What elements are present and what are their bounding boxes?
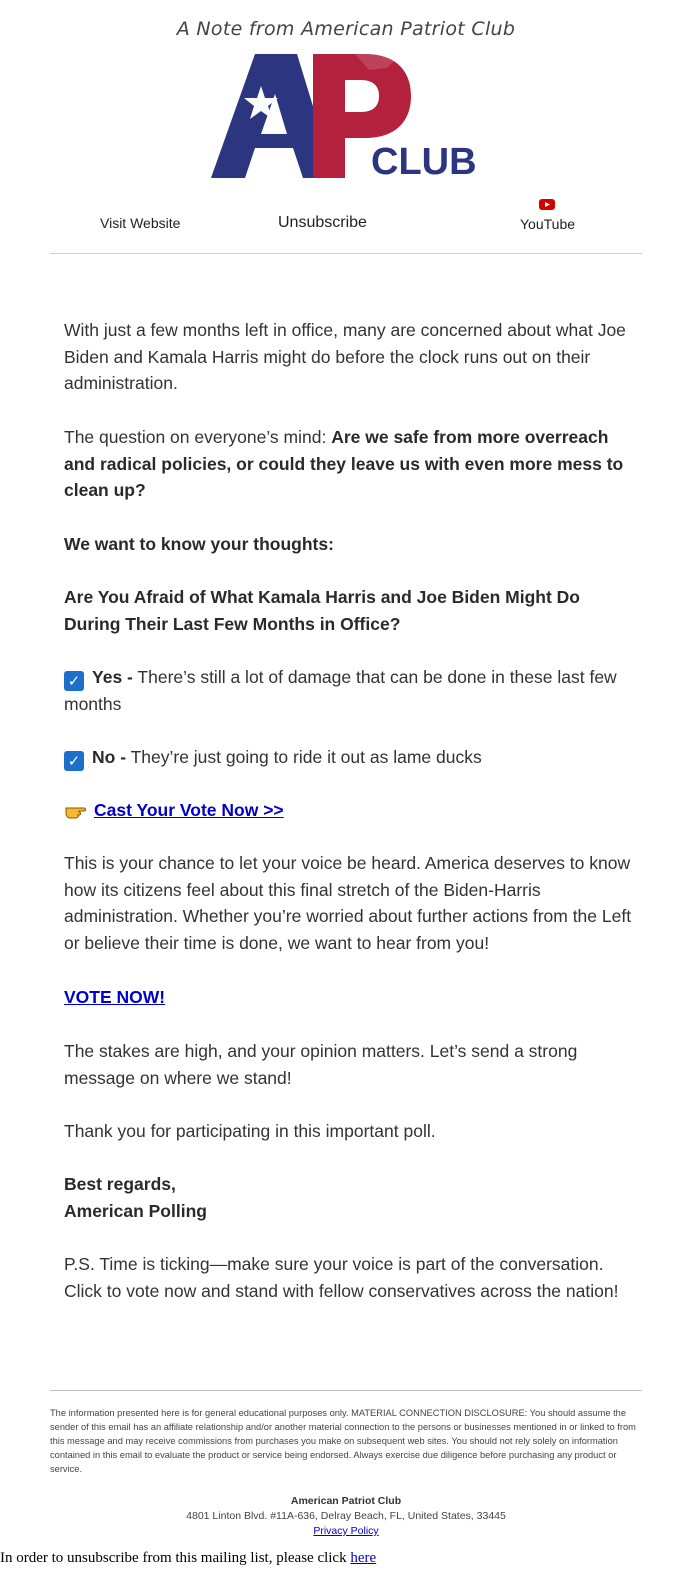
unsubscribe-notice-text: In order to unsubscribe from this mailing list, please click (0, 1550, 351, 1566)
disclaimer-text: The information presented here is for general educational purposes only. MATERIAL CONNECTION DISCLOSURE: You should assume the sender of this email has an affiliate relationship and/or another material connection to the persons or businesses mentioned in or linked to from this message and may receive commissions from purchases you make on subsequent web sites. You should not rely solely on information contained in this email to evaluate the product or service being endorsed. Always exercise due diligence before purchasing any product or service. (50, 1408, 636, 1474)
pointing-hand-icon (64, 800, 88, 820)
header-divider (50, 253, 642, 254)
question-lead: The question on everyone’s mind: (64, 427, 332, 447)
nav-row (50, 196, 642, 240)
signature (64, 1171, 634, 1224)
option-yes-text: There’s still a lot of damage that can be done in these last few months (64, 667, 617, 714)
option-no-text: They’re just going to ride it out as lame ducks (126, 747, 482, 767)
question-bold: Are we safe from more overreach and radical policies, or could they leave us with even more mess to clean up? (64, 427, 624, 501)
vote-now-row (64, 984, 634, 1011)
checkbox-icon: ✓ (64, 671, 84, 691)
ap-club-logo (205, 48, 495, 182)
checkbox-icon: ✓ (64, 751, 84, 771)
privacy-policy-link[interactable]: Privacy Policy (313, 1525, 379, 1537)
signature-name: American Polling (64, 1200, 207, 1221)
header-note: A Note from American Patriot Club (176, 18, 516, 40)
footer-address: 4801 Linton Blvd. #11A-636, Delray Beach, FL, United States, 33445 (186, 1510, 506, 1522)
unsubscribe-link[interactable]: Unsubscribe (278, 214, 367, 231)
voice-paragraph: This is your chance to let your voice be heard. America deserves to know how its citizens feel about this final stretch of the Biden-Harris administration. Whether you’re worried about further actions from the Left or believe their time is done, we want to hear from you! (64, 853, 632, 954)
footer-divider (50, 1390, 642, 1391)
poll-question (64, 584, 634, 637)
logo-club-text: CLUB (371, 141, 477, 182)
signature-greeting: Best regards, (64, 1174, 176, 1194)
option-no[interactable] (64, 744, 634, 771)
cta-row (64, 797, 634, 824)
unsubscribe-here-link[interactable]: here (350, 1550, 377, 1566)
footer-privacy (0, 1525, 692, 1537)
footer-org: American Patriot Club (290, 1495, 402, 1507)
visit-website-link[interactable]: Visit Website (100, 215, 181, 231)
question-paragraph (64, 424, 634, 504)
unsubscribe-notice (0, 1550, 376, 1567)
vote-now-link[interactable]: VOTE NOW! (64, 987, 166, 1007)
intro-paragraph: With just a few months left in office, many are concerned about what Joe Biden and Kamala Harris might do before the clock runs out on their administration. (64, 320, 626, 394)
stakes-paragraph: The stakes are high, and your opinion matters. Let’s send a strong message on where we stand! (64, 1041, 578, 1088)
option-yes-label: Yes - (92, 667, 133, 687)
option-yes[interactable] (64, 664, 634, 718)
youtube-icon[interactable] (539, 199, 555, 210)
thanks-paragraph: Thank you for participating in this important poll. (64, 1121, 436, 1141)
thoughts-heading (64, 531, 634, 558)
thoughts-heading-text: We want to know your thoughts: (64, 534, 334, 554)
youtube-link[interactable]: YouTube (520, 216, 576, 232)
option-no-label: No - (92, 747, 127, 767)
poll-question-text: Are You Afraid of What Kamala Harris and Joe Biden Might Do During Their Last Few Months in Office? (64, 587, 580, 634)
ps-paragraph: P.S. Time is ticking—make sure your voice is part of the conversation. Click to vote now and stand with fellow conservatives across the nation! (64, 1254, 619, 1301)
cast-vote-link[interactable]: Cast Your Vote Now >> (94, 800, 284, 820)
